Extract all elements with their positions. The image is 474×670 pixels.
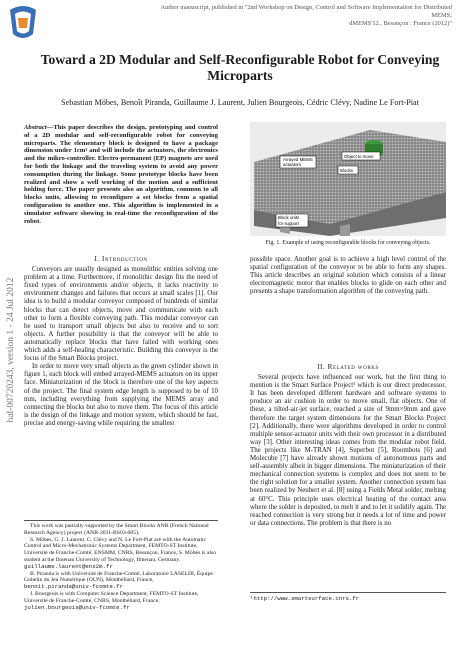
label-object-to-move-text: Object to move: [344, 154, 374, 159]
hal-archive-logo-icon: [6, 4, 40, 42]
figure-1-caption: Fig. 1. Example of using reconfigurable blocks for conveying objects.: [265, 240, 431, 246]
label-arrayed-mems-line2: actuators: [283, 162, 302, 167]
email-bourgeois: julien.bourgeois@univ-fcomte.fr: [24, 603, 130, 611]
email-piranda: benoit.piranda@univ-fcomte.fr: [24, 583, 123, 591]
intro-continuation: [250, 256, 446, 296]
label-block-units-line2: for support: [278, 221, 299, 226]
publication-note-line1: Author manuscript, published in "2nd Workshop on Design, Control and Software Implementation for Distributed MEMS;: [160, 4, 452, 19]
author-list: Sebastian Möbes, Benoît Piranda, Guillaume J. Laurent, Julien Bourgeois, Cédric Clévy, Nadine Le Fort-Piat: [61, 98, 419, 107]
related-works-paragraph-1: Several projects have influenced our work, but the first thing to mention is the Smart Surface Project¹ which is our direct predecessor. It has been developed different hardware and software systems to produce an air cushion in order to move small, flat objects. One of these, a tilted-air-jet surface, reached a size of 9mm×9mm and gave therefore the target system dimensions for the Smart Blocks Project [2]. Additionally, there were algorithms developed in order to control multiple sensor-actuator units with their own processor in a distributed way [3]. Other interesting ideas comes from the modular robot field. The projects like M-TRAN [4], Superbot [5], Roombots [6] and Molecube [7] have already shown motions of autonomous parts and self-assembly albeit in bigger dimensions. The miniaturization of their mechanical connection systems is complex and does not seem to be the right solution for a smaller system. Another connection system has been realized by Neubert et al. [8] using a Fields Metal solder, melting at 60°C. This principle uses electrical heating of the contact area where the solder is deposited, to melt it and to let it solidify again. The reached connection is very strong but it needs a lot of time and power or data connections. The problem is that there is no: [250, 374, 446, 527]
section-introduction: [24, 255, 218, 428]
footnote-affiliation-2-text: B. Piranda is with Université de Franche-Comté, Laboratoire LASELDI, Équipe Gobelin du Jeu Numérique (OUN), Montbéliard, France,: [24, 570, 213, 584]
intro-paragraph-1: Conveyors are usually designed as monolithic entities solving one problem at a time. Furthermore, if monolithic design fits the need of fixed types of environments and/or objects, it lacks reactivity to environment changes and failures that occurs at small scales [1]. Our idea is to build a modular conveyor composed of hundreds of similar blocks that can detect objects, move and communicate with each other to form a flexible conveying path. This modular conveyor can be used to transport small objects but also to receive and to sort objects. A further possibility is that the conveyor will be able to automatically replace blocks that have failed with working ones which adds a self-healing characteristic. Building this conveyor is the focus of the Smart Blocks project.: [24, 266, 218, 363]
figure-1-illustration: [250, 122, 446, 236]
label-arrayed-mems-line1: Arrayed MEMS: [283, 157, 313, 162]
section-heading-related-works: II. Related works: [317, 363, 379, 371]
section-heading-introduction: I. Introduction: [94, 255, 148, 263]
hal-identifier: [3, 250, 19, 450]
hal-identifier-text: hal-00720243, version 1 - 24 Jul 2012: [6, 277, 16, 423]
label-blocks-text: Blocks: [340, 168, 353, 173]
intro-continuation-paragraph: possible space. Another goal is to achieve a high level control of the spatial configuration of the conveyor to be able to form any shapes. This article describes an original solution which consists of a linear electromagnetic motor that enables blocks to glide on each other and presents a shape transformation algorithm of the conveying path.: [250, 256, 446, 296]
abstract-label: Abstract: [24, 124, 47, 131]
footnote-url: [250, 592, 446, 602]
abstract-text: —This paper describes the design, prototyping and control of a 2D modular and self-reconfigurable robot for conveying microparts. The elementary block is designed to have a package dimension under 1cm³ and will include the actuators, the electronics and the mikro-controller. Electro-permanent (EP) magnets are used for both the linkage and the traveling system to avoid any power consumption during the linkage. Some prototype blocks have been realized and show a well working of the motion and a sufficient holding force. The paper presents also an algorithm, common to all blocks units, allowing to reconfigure a set blocks from a spatial configuration to another one. This algorithm is implemented in a simulator software showing in real-time the reconfiguration of the robot.: [24, 124, 218, 225]
footnote-affiliation-2: [24, 571, 218, 591]
footnote-affiliation-1: [24, 537, 218, 571]
footnote-affiliation-3-text: J. Bourgeois is with Computer Science Department, FEMTO-ST Institute, Université de Franche-Comté, CNRS, Montbéliard, France,: [24, 590, 199, 604]
footnote-url-text: ¹http://www.smartsurface.cnrs.fr: [250, 595, 360, 602]
footnote-affiliation-1-text: S. Möbes, G. J. Laurent, C. Clévy and N. Le Fort-Piat are with the Automatic Control and Micro-Mechatronic Systems Department, FEMTO-ST Institute, Université de Franche-Comté, ENSMM, CNRS, Besançon, France, S. Möbes is also student at the Ilmenau University of Technology, Ilmenau, Germany.: [24, 536, 217, 563]
abstract: [24, 124, 218, 225]
paper-title: Toward a 2D Modular and Self-Reconfigurable Robot for Conveying Microparts: [40, 52, 440, 83]
intro-paragraph-2: In order to move very small objects as the green cylinder shown in figure 1, each block will embed arrayed-MEMS actuators on its upper face. Miniaturization of the block is therefore one of the key aspects of the project. The final system edge length is supposed to be of 10 mm, including everything from supplying the MEMS array and connecting the blocks but also to move them. The focus of this article is the design of the linkage and motion system, which should be fast, precise and energy-saving while requiring the smallest: [24, 363, 218, 427]
footnotes: [24, 520, 218, 611]
publication-note: [152, 4, 452, 28]
footnote-affiliation-3: [24, 591, 218, 611]
publication-note-line2: dMEMS'12., Besançon : France (2012)": [349, 20, 452, 27]
label-block-units-line1: Block units: [278, 215, 300, 220]
section-related-works: [250, 363, 446, 528]
email-laurent: guillaume.laurent@ens2m.fr: [24, 562, 113, 570]
footnote-funding: This work was partially supported by the Smart Blocks ANR (French National Research Agency) project (ANR-2011-BS03-005).: [24, 523, 209, 536]
